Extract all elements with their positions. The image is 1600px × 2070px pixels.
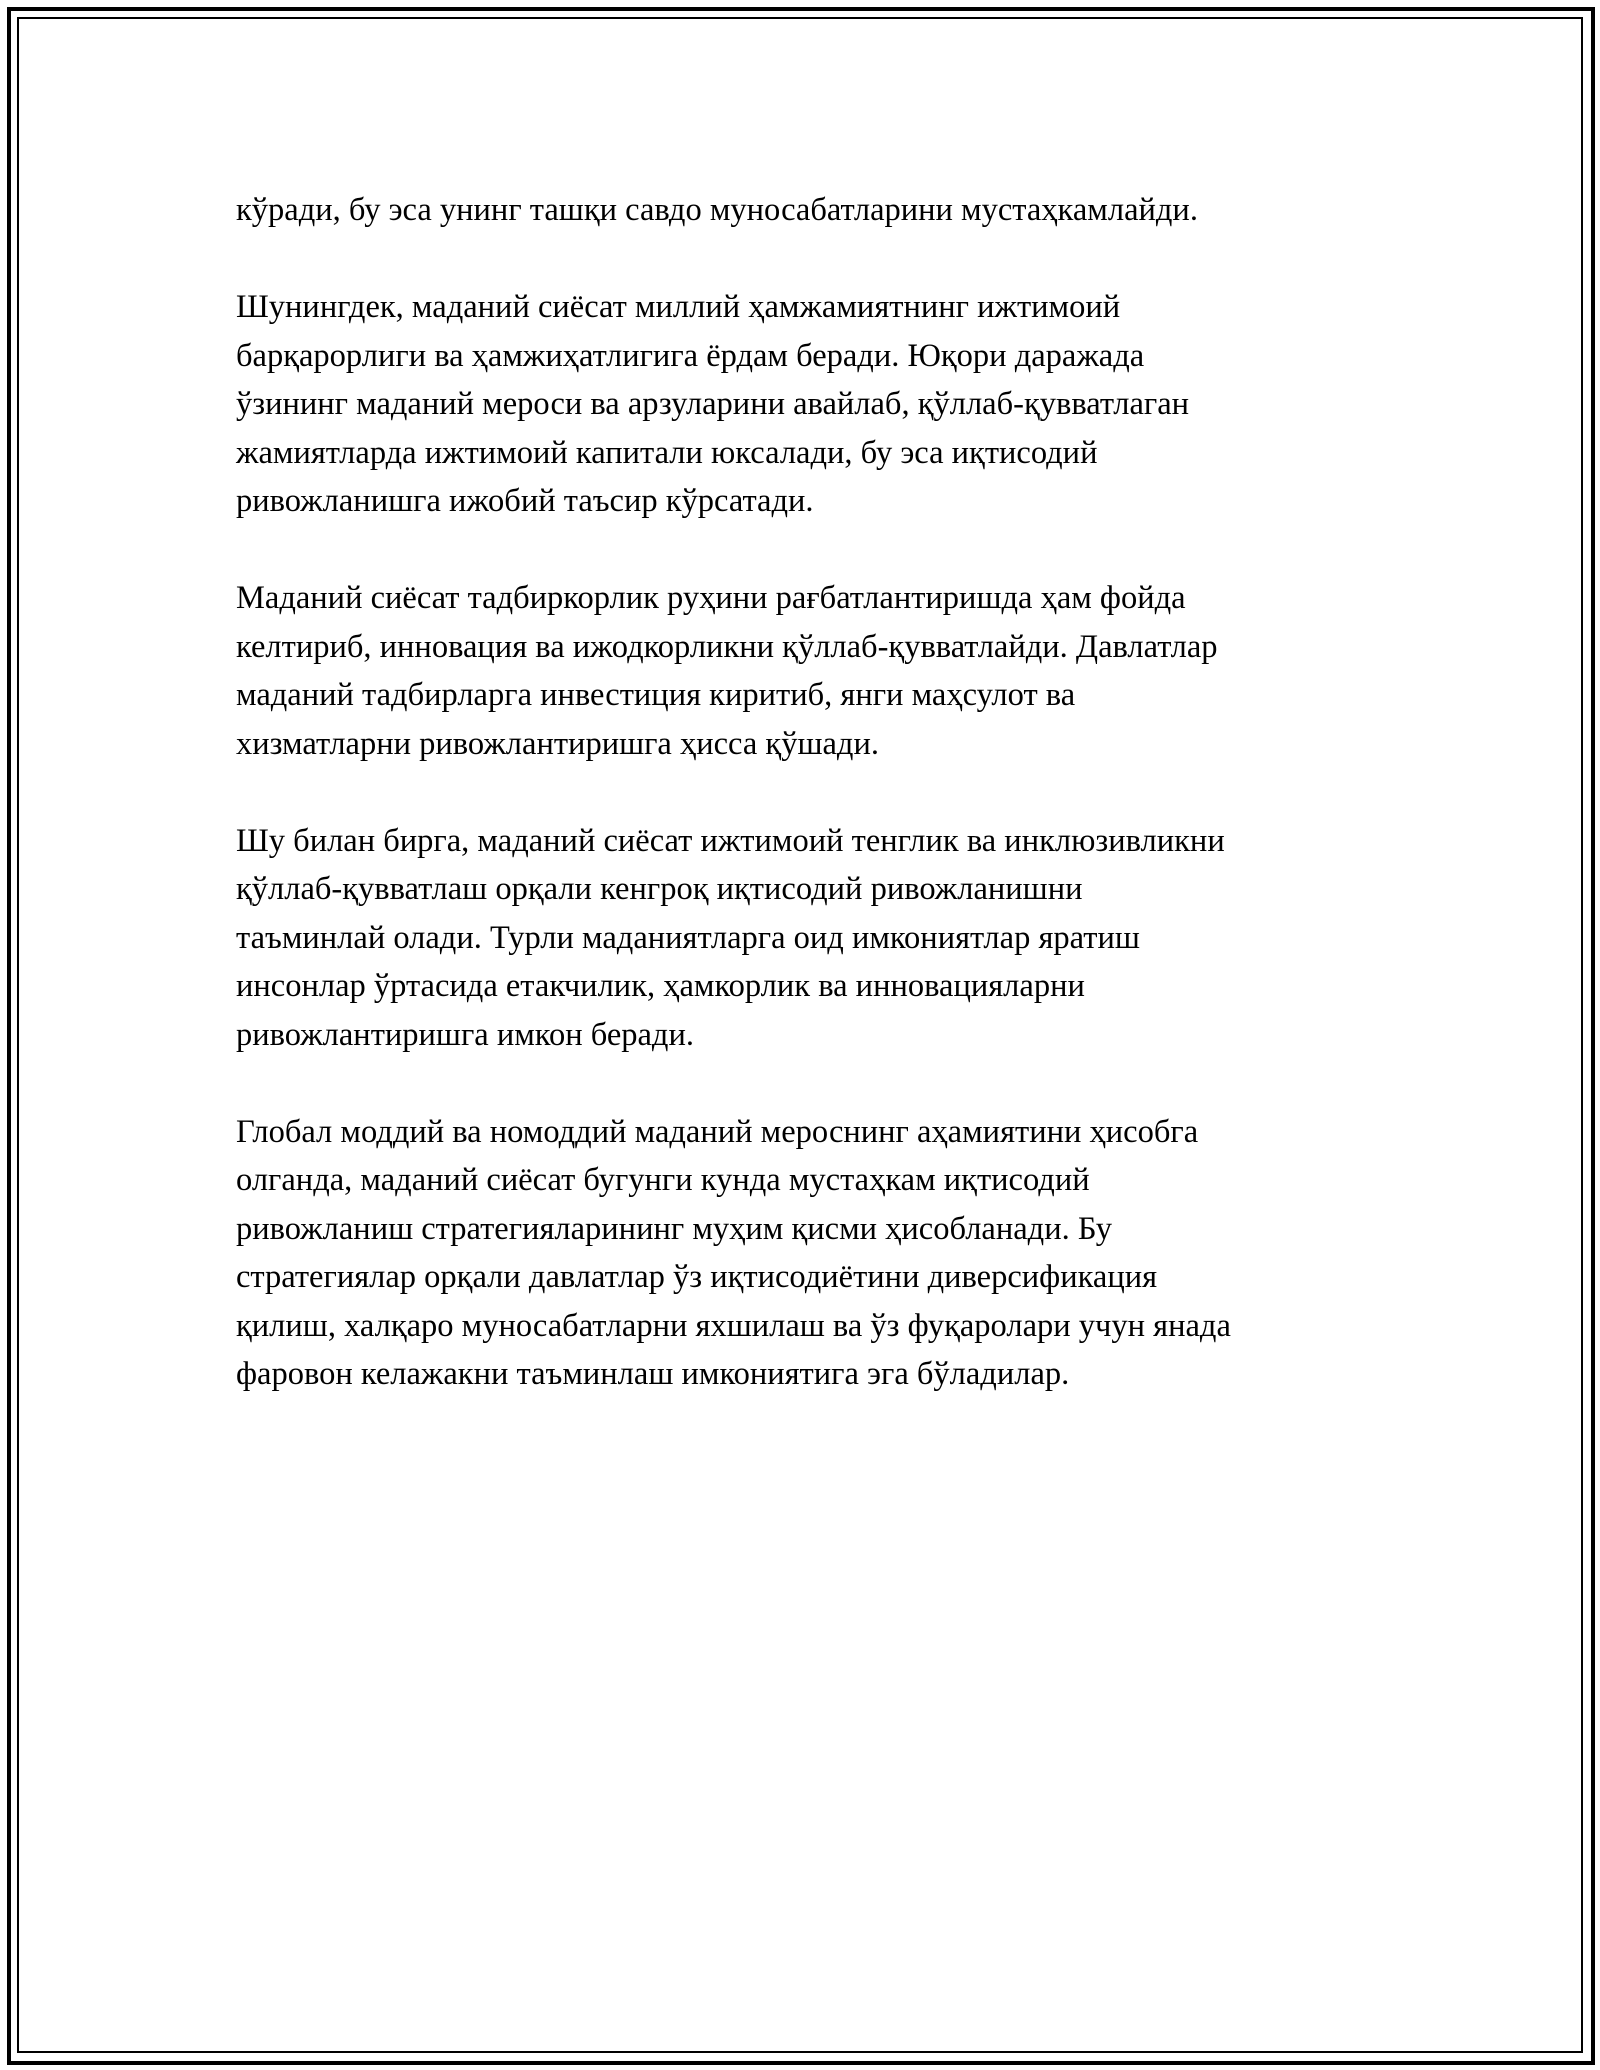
text-line: ривожлантиришга имкон беради. (236, 1016, 694, 1053)
document-body (236, 186, 1376, 1447)
text-line: стратегиялар орқали давлатлар ўз иқтисодиётини диверсификация (236, 1259, 1158, 1295)
paragraph-2 (236, 283, 1376, 526)
text-line: қилиш, халқаро муносабатларни яхшилаш ва ўз фуқаролари учун янада (236, 1307, 1231, 1344)
text-line: маданий тадбирларга инвестиция киритиб, янги маҳсулот ва (236, 677, 1076, 713)
text-line: ўзининг маданий мероси ва арзуларини авайлаб, қўллаб-қувватлаган (236, 386, 1190, 422)
text-line: келтириб, инновация ва ижодкорликни қўллаб-қувватлайди. Давлатлар (236, 628, 1218, 665)
paragraph-1 (236, 186, 1376, 235)
text-line: кўради, бу эса унинг ташқи савдо муносабатларини мустаҳкамлайди. (236, 192, 1198, 228)
text-line: ривожланиш стратегияларининг муҳим қисми ҳисобланади. Бу (236, 1210, 1112, 1247)
text-line: олганда, маданий сиёсат бугунги кунда мустаҳкам иқтисодий (236, 1162, 1090, 1198)
text-line: Шу билан бирга, маданий сиёсат ижтимоий тенглик ва инклюзивликни (236, 822, 1225, 859)
text-line: Маданий сиёсат тадбиркорлик руҳини рағбатлантиришда ҳам фойда (236, 580, 1186, 616)
text-line: ривожланишга ижобий таъсир кўрсатади. (236, 483, 814, 519)
paragraph-5 (236, 1108, 1376, 1399)
text-line: инсонлар ўртасида етакчилик, ҳамкорлик ва инновацияларни (236, 968, 1085, 1004)
text-line: фаровон келажакни таъминлаш имкониятига эга бўладилар. (236, 1356, 1070, 1392)
text-line: Глобал моддий ва номоддий маданий мероснинг аҳамиятини ҳисобга (236, 1113, 1199, 1150)
text-line: қўллаб-қувватлаш орқали кенгроқ иқтисодий ривожланишни (236, 871, 1083, 907)
text-line: хизматларни ривожлантиришга ҳисса қўшади. (236, 725, 879, 762)
paragraph-4 (236, 817, 1376, 1060)
text-line: Шунингдек, маданий сиёсат миллий ҳамжамиятнинг ижтимоий (236, 289, 1121, 325)
text-line: жамиятларда ижтимоий капитали юксалади, бу эса иқтисодий (236, 434, 1098, 471)
text-line: барқарорлиги ва ҳамжиҳатлигига ёрдам беради. Юқори даражада (236, 337, 1145, 374)
text-line: таъминлай олади. Турли маданиятларга оид имкониятлар яратиш (236, 919, 1140, 956)
paragraph-3 (236, 574, 1376, 768)
